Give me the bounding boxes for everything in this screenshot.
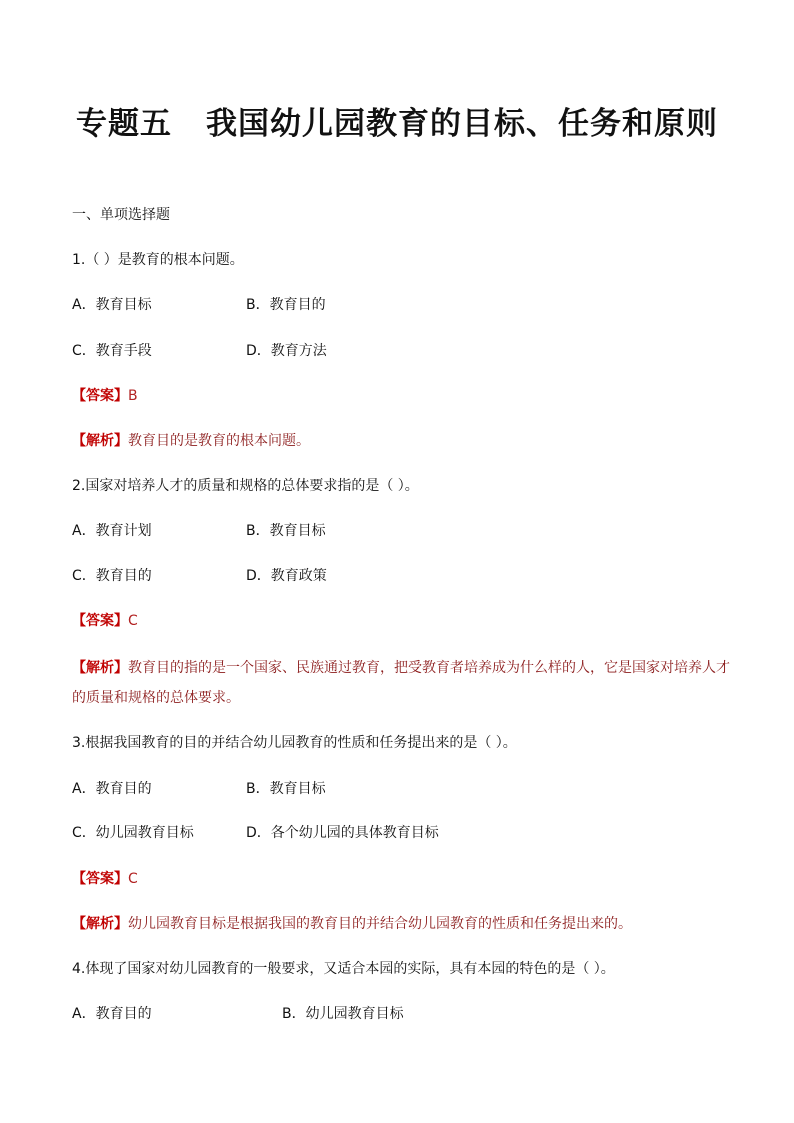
option-c: C．教育手段: [72, 343, 152, 359]
option-a: A．教育目标: [72, 297, 152, 313]
question-stem: 1.（ ）是教育的根本问题。: [72, 252, 244, 268]
answer-line: [72, 872, 138, 886]
explanation-line: [72, 653, 732, 713]
explanation-text: 教育目的指的是一个国家、民族通过教育，把受教育者培养成为什么样的人，它是国家对培养人才的质量和规格的总体要求。: [72, 660, 730, 706]
explanation-text: 教育目的是教育的根本问题。: [128, 433, 310, 449]
option-b: B．教育目标: [246, 781, 326, 797]
option-d: D．教育政策: [246, 568, 327, 584]
option-b: B．幼儿园教育目标: [282, 1006, 404, 1022]
explanation-text: 幼儿园教育目标是根据我国的教育目的并结合幼儿园教育的性质和任务提出来的。: [128, 916, 632, 932]
answer-tag: 【答案】: [72, 388, 128, 404]
explanation-tag: 【解析】: [72, 433, 128, 449]
option-c: C．教育目的: [72, 568, 152, 584]
explanation-tag: 【解析】: [72, 916, 128, 932]
option-d: D．教育方法: [246, 343, 327, 359]
title-main: 专题五: [76, 106, 172, 142]
explanation-tag: 【解析】: [72, 660, 128, 676]
question-stem: 3.根据我国教育的目的并结合幼儿园教育的性质和任务提出来的是（ ）。: [72, 735, 517, 751]
answer-tag: 【答案】: [72, 613, 128, 629]
answer-value: C: [128, 871, 138, 887]
explanation-line: [72, 434, 310, 448]
option-c: C．幼儿园教育目标: [72, 825, 194, 841]
answer-tag: 【答案】: [72, 871, 128, 887]
section-heading: 一、单项选择题: [72, 207, 170, 223]
answer-value: B: [128, 388, 138, 404]
answer-line: [72, 614, 138, 628]
question-stem: 2.国家对培养人才的质量和规格的总体要求指的是（ ）。: [72, 478, 419, 494]
explanation-line: [72, 917, 632, 931]
option-d: D．各个幼儿园的具体教育目标: [246, 825, 439, 841]
option-a: A．教育计划: [72, 523, 152, 539]
option-b: B．教育目标: [246, 523, 326, 539]
question-stem: 4.体现了国家对幼儿园教育的一般要求，又适合本园的实际，具有本园的特色的是（ ）。: [72, 961, 615, 977]
answer-line: [72, 389, 138, 403]
option-a: A．教育目的: [72, 1006, 152, 1022]
answer-value: C: [128, 613, 138, 629]
option-a: A．教育目的: [72, 781, 152, 797]
title-sub: 我国幼儿园教育的目标、任务和原则: [206, 106, 718, 142]
page-title: [0, 98, 794, 143]
option-b: B．教育目的: [246, 297, 326, 313]
